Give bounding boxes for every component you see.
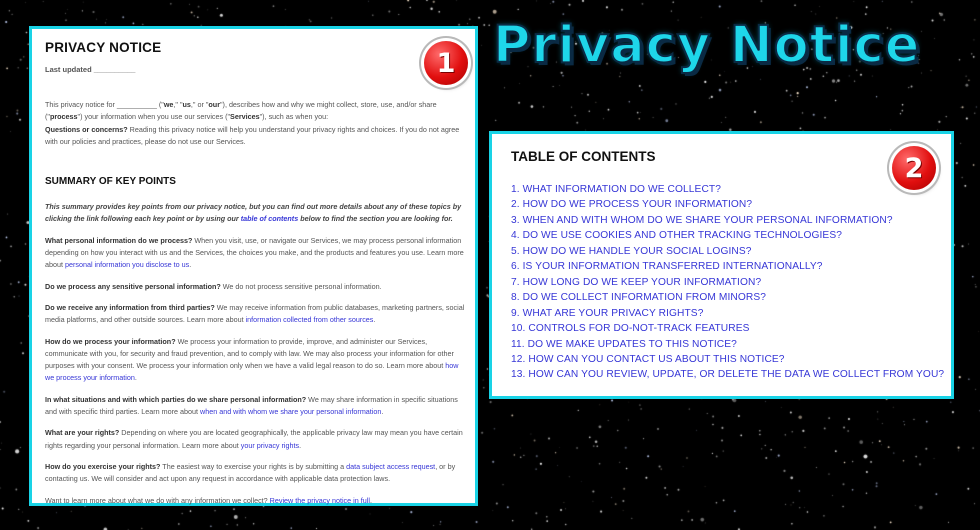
key-point-question: In what situations and with which parties do we share personal information?: [45, 394, 307, 404]
key-point-end: .: [299, 440, 302, 450]
closing-end: .: [369, 495, 372, 505]
key-point-link[interactable]: personal information you disclose to us: [64, 260, 190, 270]
toc-link[interactable]: 1. WHAT INFORMATION DO WE COLLECT?: [511, 184, 721, 195]
key-point-question: What are your rights?: [45, 428, 120, 438]
toc-link[interactable]: 13. HOW CAN YOU REVIEW, UPDATE, OR DELETE THE DATA WE COLLECT FROM YOU?: [511, 369, 945, 381]
toc-link[interactable]: 4. DO WE USE COOKIES AND OTHER TRACKING TECHNOLOGIES?: [511, 230, 842, 242]
key-point-link[interactable]: information collected from other sources: [245, 315, 374, 325]
last-updated-label: Last updated __________: [45, 65, 136, 74]
key-point: [45, 281, 466, 293]
key-point-question: Do we receive any information from third parties?: [45, 302, 215, 312]
intro-text: ") your information when you use our services (": [77, 112, 231, 122]
toc-link[interactable]: 7. HOW LONG DO WE KEEP YOUR INFORMATION?: [511, 276, 762, 288]
toc-link[interactable]: 11. DO WE MAKE UPDATES TO THIS NOTICE?: [511, 338, 737, 350]
key-point: [45, 235, 466, 272]
toc-link[interactable]: 12. HOW CAN YOU CONTACT US ABOUT THIS NOTICE?: [511, 353, 785, 365]
closing-text: Want to learn more about what we do with any information we collect?: [45, 495, 270, 505]
key-point-link[interactable]: how we process your information: [45, 361, 459, 383]
intro-text: "), such as when you:: [259, 112, 329, 122]
key-point-answer: We do not process sensitive personal information.: [220, 281, 382, 291]
intro-text: ," or ": [190, 100, 209, 109]
toc-link[interactable]: 3. WHEN AND WITH WHOM DO WE SHARE YOUR PERSONAL INFORMATION?: [511, 214, 893, 226]
page-title: Privacy Notice: [493, 16, 921, 75]
intro-term-our: our: [208, 100, 220, 109]
key-point-answer: When you visit, use, or navigate our Services, we may process personal information depending on how you interact with us and the Services, the choices you make, and the products and features you use. Learn more about: [45, 235, 464, 270]
intro-text: This privacy notice for __________ (": [45, 100, 164, 109]
key-point: [45, 427, 466, 452]
key-point-end: .: [134, 373, 137, 383]
questions-label: Questions or concerns?: [45, 124, 128, 134]
key-point: [45, 394, 466, 419]
privacy-notice-heading: PRIVACY NOTICE: [45, 40, 162, 55]
toc-link[interactable]: 5. HOW DO WE HANDLE YOUR SOCIAL LOGINS?: [511, 245, 752, 257]
toc-link[interactable]: 2. HOW DO WE PROCESS YOUR INFORMATION?: [511, 199, 753, 211]
table-of-contents-list: [511, 182, 944, 383]
intro-text: ," ": [173, 100, 183, 109]
summary-lead-text: This summary provides key points from our privacy notice, but you can find out more details about any of these topics by clicking the link following each key point or by using our: [45, 202, 462, 224]
key-point-end: .: [373, 315, 376, 325]
summary-lead: [45, 201, 466, 226]
key-point-end: , or by contacting us. We will consider and act upon any request in accordance with applicable data protection laws.: [45, 461, 456, 484]
intro-term-services: Services: [230, 112, 260, 122]
key-point-question: How do we process your information?: [45, 336, 176, 346]
number-badge-1: 1: [424, 41, 468, 85]
number-badge-2: 2: [892, 146, 936, 190]
key-point-link[interactable]: when and with whom we share your personal information: [200, 407, 382, 417]
table-of-contents-link[interactable]: table of contents: [240, 214, 299, 224]
key-point: [45, 461, 466, 486]
review-full-notice-link[interactable]: Review the privacy notice in full: [269, 495, 370, 505]
key-point-answer: We may share information in specific situations and with specific third parties. Learn more about: [45, 394, 458, 417]
privacy-notice-panel: [29, 26, 478, 506]
key-point: [45, 336, 466, 385]
closing-paragraph: [45, 495, 466, 507]
privacy-notice-body: [45, 99, 466, 516]
key-point-answer: Depending on where you are located geographically, the applicable privacy law may mean you have certain rights regarding your personal information. Learn more about: [45, 428, 463, 450]
key-point-answer: The easiest way to exercise your rights is by submitting a: [160, 461, 347, 471]
key-point-question: Do we process any sensitive personal information?: [45, 281, 221, 291]
toc-link[interactable]: 9. WHAT ARE YOUR PRIVACY RIGHTS?: [511, 307, 704, 319]
key-point-answer: We may receive information from public databases, marketing partners, social media platforms, and other outside sources. Learn more about: [45, 302, 465, 325]
toc-link[interactable]: 6. IS YOUR INFORMATION TRANSFERRED INTERNATIONALLY?: [511, 261, 823, 273]
key-point-question: How do you exercise your rights?: [45, 461, 161, 471]
key-point-link[interactable]: your privacy rights: [240, 440, 300, 450]
toc-link[interactable]: 8. DO WE COLLECT INFORMATION FROM MINORS?: [511, 292, 767, 304]
key-point-link[interactable]: data subject access request: [346, 461, 436, 471]
summary-heading: SUMMARY OF KEY POINTS: [45, 176, 176, 188]
key-point-question: What personal information do we process?: [45, 235, 193, 245]
questions-text: Reading this privacy notice will help you understand your privacy rights and choices. If you do not agree with our policies and practices, please do not use our Services.: [45, 124, 460, 146]
key-point-answer: We process your information to provide, improve, and administer our Services, communicate with you, for security and fraud prevention, and to comply with law. We may also process your information for other purposes with your consent. We process your information only when we have a valid legal reason to do so. Learn more about: [45, 336, 454, 371]
intro-term-process: process: [49, 112, 78, 122]
table-of-contents-heading: TABLE OF CONTENTS: [511, 149, 656, 164]
key-point-end: .: [189, 260, 192, 270]
key-point-end: .: [381, 407, 384, 417]
toc-link[interactable]: 10. CONTROLS FOR DO-NOT-TRACK FEATURES: [511, 323, 750, 335]
intro-text: "), describes how and why we might collect, store, use, and/or share (": [45, 100, 437, 122]
intro-term-us: us: [182, 100, 191, 109]
table-of-contents-panel: [489, 131, 954, 399]
intro-term-we: we: [163, 100, 174, 109]
summary-lead-text: below to find the section you are looking for.: [298, 214, 453, 224]
key-point: [45, 302, 466, 327]
intro-paragraph: [45, 99, 466, 148]
